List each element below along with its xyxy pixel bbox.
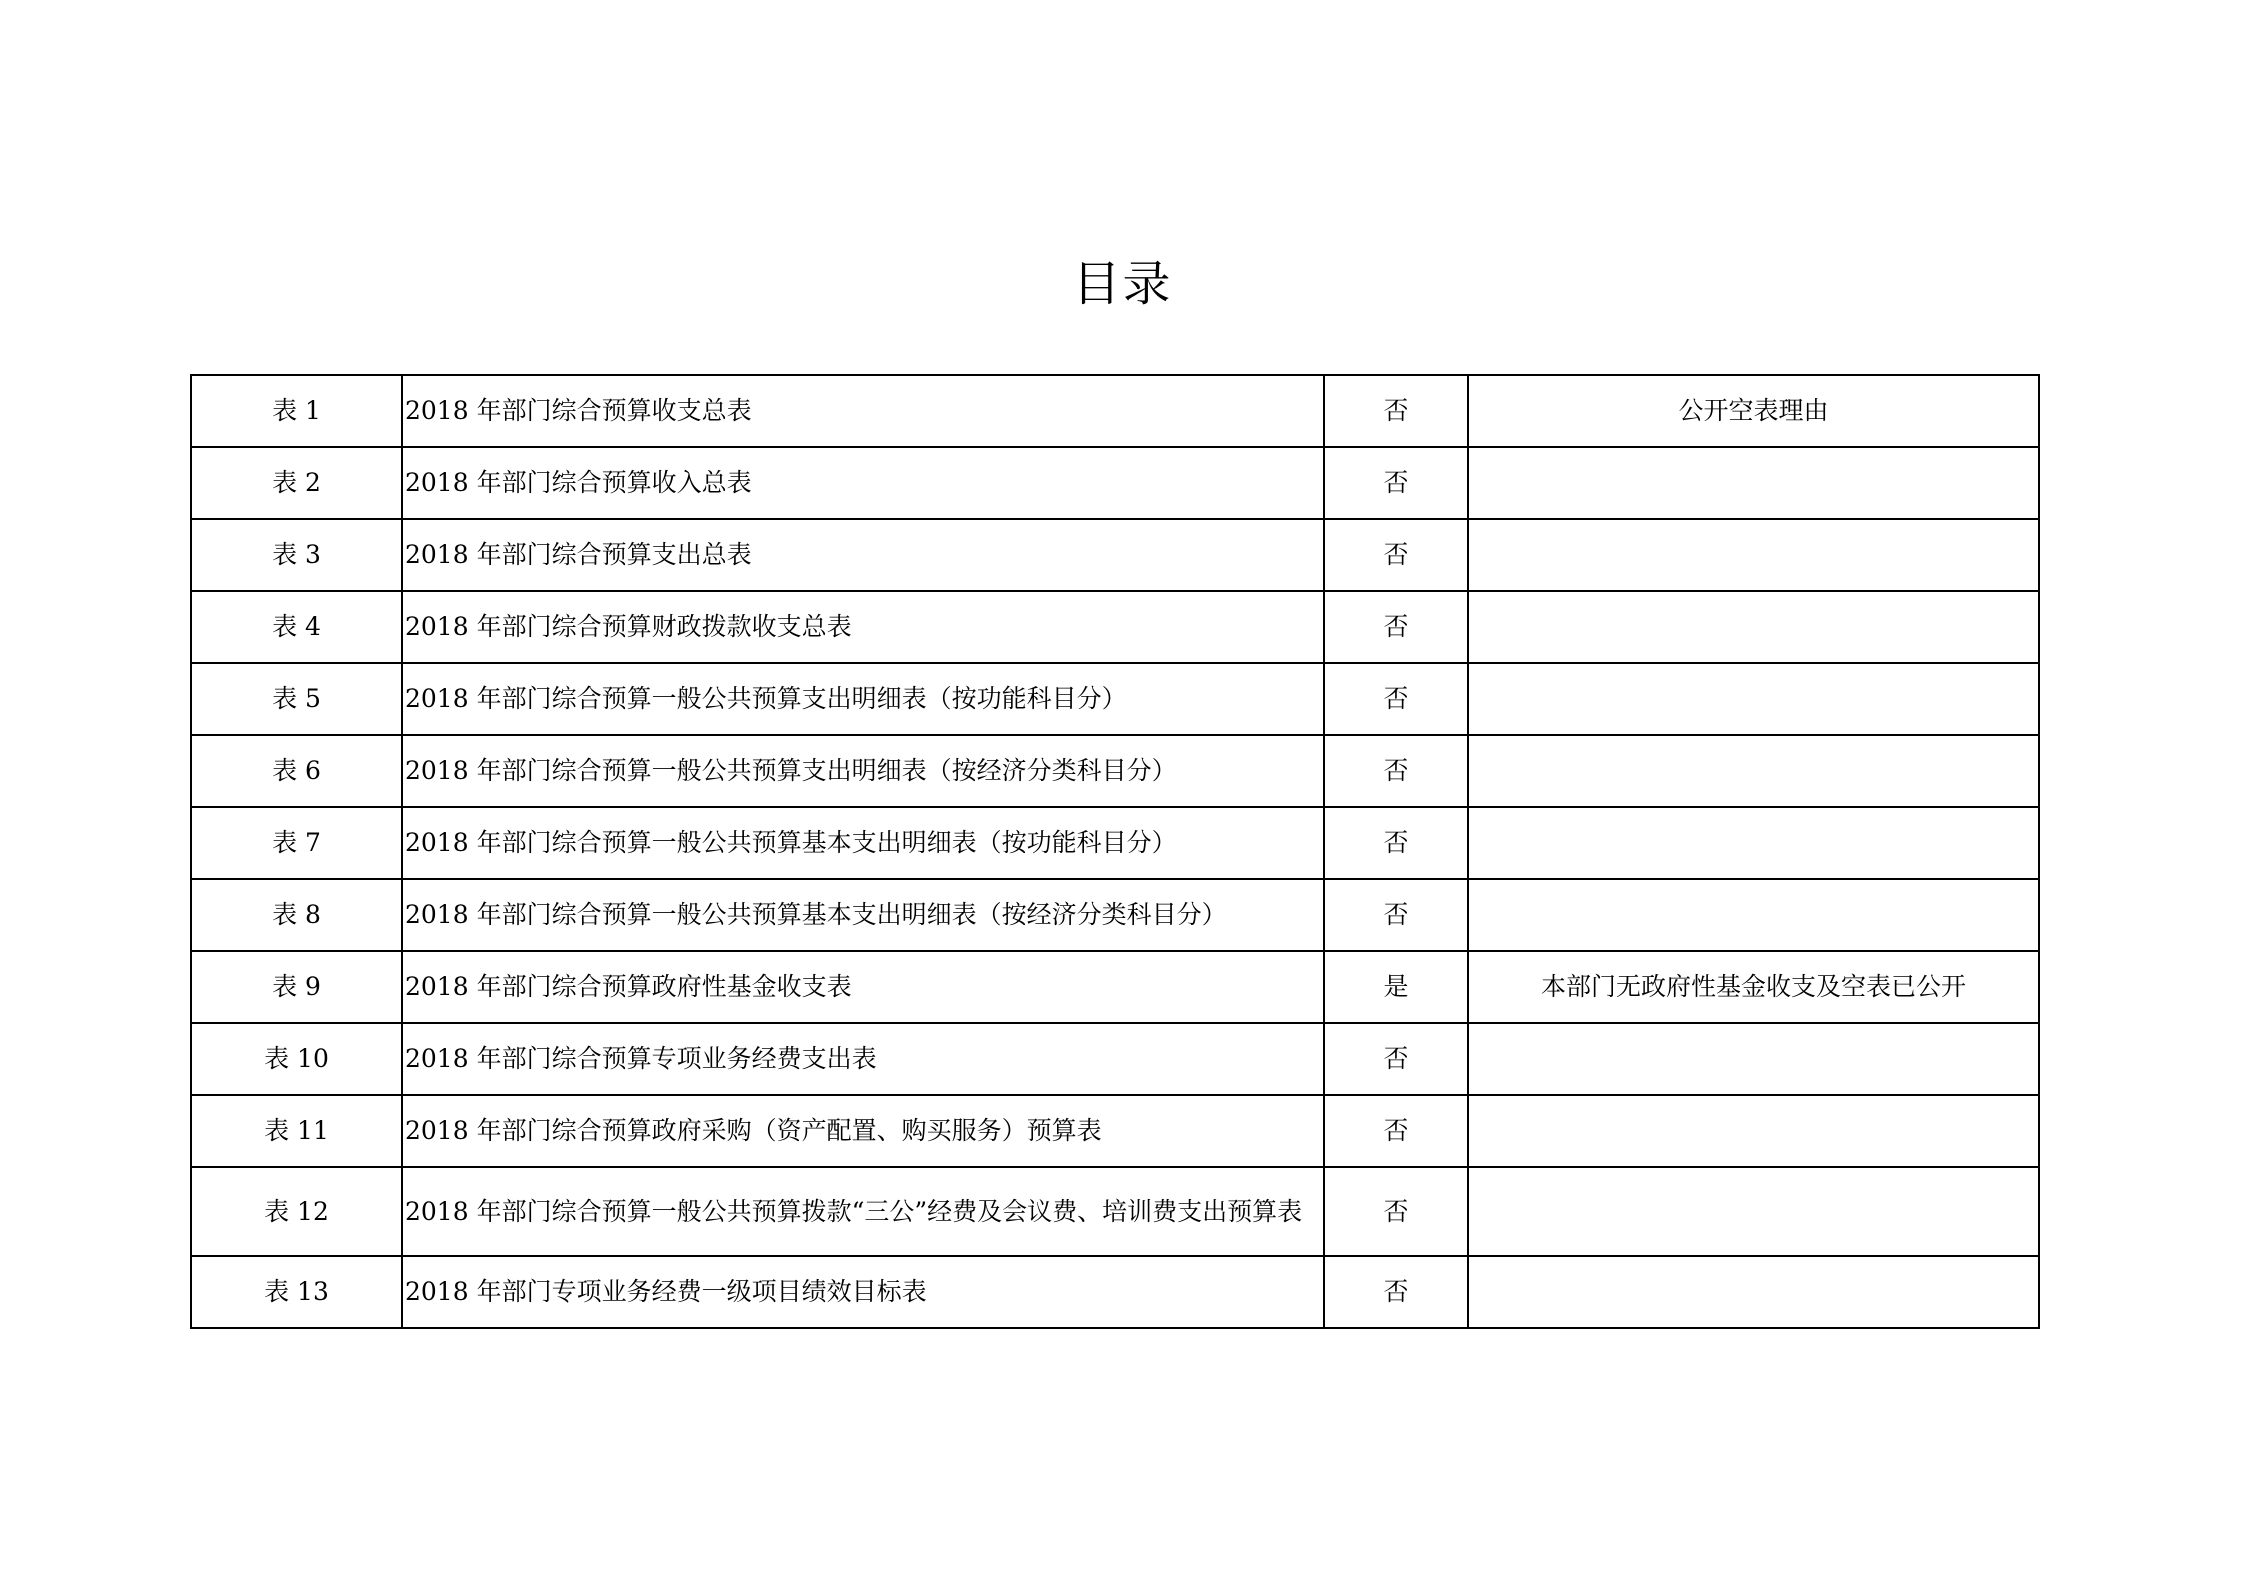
- page-title: 目录: [1072, 256, 1173, 312]
- table-row: [191, 447, 2039, 519]
- empty-table-reason-cell: [1468, 447, 2039, 519]
- table-name-cell: 2018 年部门综合预算财政拨款收支总表: [402, 591, 1324, 663]
- table-row: [191, 1167, 2039, 1256]
- table-number-cell: 表 13: [191, 1256, 402, 1328]
- empty-table-flag-cell: 否: [1324, 591, 1468, 663]
- empty-table-flag-cell: 否: [1324, 735, 1468, 807]
- table-number-cell: 表 5: [191, 663, 402, 735]
- empty-table-reason-cell: [1468, 1095, 2039, 1167]
- table-name-cell: 2018 年部门综合预算专项业务经费支出表: [402, 1023, 1324, 1095]
- empty-table-reason-cell: 本部门无政府性基金收支及空表已公开: [1468, 951, 2039, 1023]
- empty-table-flag-cell: 否: [1324, 879, 1468, 951]
- empty-table-reason-cell: [1468, 1167, 2039, 1256]
- table-number-cell: 表 9: [191, 951, 402, 1023]
- empty-table-reason-cell: [1468, 807, 2039, 879]
- table-name-cell: 2018 年部门综合预算支出总表: [402, 519, 1324, 591]
- empty-table-flag-cell: 否: [1324, 1256, 1468, 1328]
- table-name-cell: 2018 年部门综合预算一般公共预算支出明细表（按经济分类科目分）: [402, 735, 1324, 807]
- table-name-cell: 2018 年部门综合预算一般公共预算基本支出明细表（按功能科目分）: [402, 807, 1324, 879]
- toc-table: [190, 374, 2040, 1329]
- table-number-cell: 表 1: [191, 375, 402, 447]
- table-name-cell: 2018 年部门综合预算一般公共预算基本支出明细表（按经济分类科目分）: [402, 879, 1324, 951]
- table-row: [191, 1256, 2039, 1328]
- table-number-cell: 表 7: [191, 807, 402, 879]
- table-name-cell: 2018 年部门专项业务经费一级项目绩效目标表: [402, 1256, 1324, 1328]
- table-number-cell: 表 8: [191, 879, 402, 951]
- table-number-cell: 表 3: [191, 519, 402, 591]
- table-name-cell: 2018 年部门综合预算收入总表: [402, 447, 1324, 519]
- table-number-cell: 表 11: [191, 1095, 402, 1167]
- table-name-cell: 2018 年部门综合预算政府采购（资产配置、购买服务）预算表: [402, 1095, 1324, 1167]
- empty-table-flag-cell: 否: [1324, 807, 1468, 879]
- table-row: [191, 735, 2039, 807]
- empty-table-flag-cell: 否: [1324, 519, 1468, 591]
- empty-table-reason-cell: 公开空表理由: [1468, 375, 2039, 447]
- table-name-cell: 2018 年部门综合预算一般公共预算支出明细表（按功能科目分）: [402, 663, 1324, 735]
- table-number-cell: 表 10: [191, 1023, 402, 1095]
- empty-table-reason-cell: [1468, 735, 2039, 807]
- table-row: [191, 591, 2039, 663]
- empty-table-reason-cell: [1468, 591, 2039, 663]
- table-name-cell: 2018 年部门综合预算一般公共预算拨款“三公”经费及会议费、培训费支出预算表: [402, 1167, 1324, 1256]
- empty-table-flag-cell: 否: [1324, 1023, 1468, 1095]
- table-number-cell: 表 6: [191, 735, 402, 807]
- empty-table-flag-cell: 否: [1324, 1167, 1468, 1256]
- empty-table-flag-cell: 否: [1324, 375, 1468, 447]
- table-number-cell: 表 2: [191, 447, 402, 519]
- table-row: [191, 663, 2039, 735]
- empty-table-flag-cell: 是: [1324, 951, 1468, 1023]
- empty-table-reason-cell: [1468, 519, 2039, 591]
- table-row: [191, 519, 2039, 591]
- empty-table-reason-cell: [1468, 1023, 2039, 1095]
- table-row: [191, 1023, 2039, 1095]
- table-row: [191, 879, 2039, 951]
- empty-table-flag-cell: 否: [1324, 447, 1468, 519]
- table-name-cell: 2018 年部门综合预算收支总表: [402, 375, 1324, 447]
- table-row: [191, 807, 2039, 879]
- empty-table-flag-cell: 否: [1324, 1095, 1468, 1167]
- empty-table-flag-cell: 否: [1324, 663, 1468, 735]
- table-row: [191, 951, 2039, 1023]
- empty-table-reason-cell: [1468, 879, 2039, 951]
- table-name-cell: 2018 年部门综合预算政府性基金收支表: [402, 951, 1324, 1023]
- table-row: [191, 375, 2039, 447]
- table-number-cell: 表 4: [191, 591, 402, 663]
- table-row: [191, 1095, 2039, 1167]
- table-number-cell: 表 12: [191, 1167, 402, 1256]
- empty-table-reason-cell: [1468, 1256, 2039, 1328]
- empty-table-reason-cell: [1468, 663, 2039, 735]
